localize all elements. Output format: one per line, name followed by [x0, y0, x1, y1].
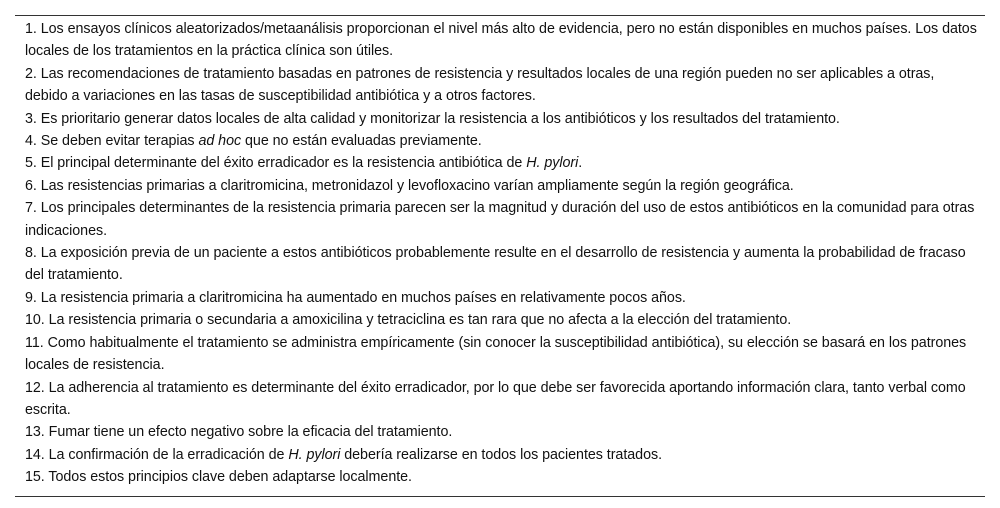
principle-4	[15, 130, 985, 152]
principle-text: 7. Los principales determinantes de la resistencia primaria parecen ser la magnitud y duración del uso de estos antibióticos en la comunidad para otras indicaciones.	[25, 200, 975, 239]
principle-text: .	[578, 155, 583, 172]
principle-2	[15, 63, 985, 108]
principle-text: 4. Se deben evitar terapias	[25, 133, 199, 150]
principle-15	[15, 466, 985, 488]
principle-italic-term: ad hoc	[198, 133, 242, 150]
principle-text: 6. Las resistencias primarias a claritromicina, metronidazol y levofloxacino varían ampliamente según la región geográfica.	[25, 177, 794, 194]
principle-text: 13. Fumar tiene un efecto negativo sobre la eficacia del tratamiento.	[25, 424, 453, 441]
principle-6	[15, 175, 985, 197]
principle-11	[15, 332, 985, 377]
principle-italic-term: H. pylori	[288, 446, 341, 463]
principle-text: 8. La exposición previa de un paciente a estos antibióticos probablemente resulte en el desarrollo de resistencia y aumenta la probabilidad de fracaso del tratamiento.	[25, 245, 966, 284]
principle-text: 1. Los ensayos clínicos aleatorizados/metaanálisis proporcionan el nivel más alto de evidencia, pero no están disponibles en muchos países. Los datos locales de los tratamientos en la práctica clínica son útiles.	[25, 21, 977, 60]
principle-text: 10. La resistencia primaria o secundaria a amoxicilina y tetraciclina es tan rara que no afecta a la elección del tratamiento.	[25, 312, 792, 329]
principle-text: que no están evaluadas previamente.	[241, 133, 482, 150]
principle-7	[15, 197, 985, 242]
principle-1	[15, 18, 985, 63]
principle-text: 14. La confirmación de la erradicación de	[25, 446, 289, 463]
principle-text: 5. El principal determinante del éxito erradicador es la resistencia antibiótica de	[25, 155, 527, 172]
principle-12	[15, 377, 985, 422]
principle-text: 12. La adherencia al tratamiento es determinante del éxito erradicador, por lo que debe ser favorecida aportando información clara, tanto verbal como escrita.	[25, 379, 966, 418]
principle-text: 2. Las recomendaciones de tratamiento basadas en patrones de resistencia y resultados locales de una región pueden no ser aplicables a otras, debido a variaciones en las tasas de susceptibilidad antibiótica y a otros factores.	[25, 65, 935, 105]
principle-10	[15, 309, 985, 331]
principle-8	[15, 242, 985, 287]
principle-14	[15, 444, 985, 466]
principle-13	[15, 421, 985, 443]
principle-text: 9. La resistencia primaria a claritromicina ha aumentado en muchos países en relativamente pocos años.	[25, 289, 686, 306]
principle-text: 15. Todos estos principios clave deben adaptarse localmente.	[25, 469, 412, 486]
principle-text: 3. Es prioritario generar datos locales de alta calidad y monitorizar la resistencia a los antibióticos y los resultados del tratamiento.	[25, 110, 840, 127]
principle-9	[15, 287, 985, 309]
principle-text: debería realizarse en todos los pacientes tratados.	[340, 446, 662, 463]
principle-3	[15, 108, 985, 130]
principle-text: 11. Como habitualmente el tratamiento se administra empíricamente (sin conocer la susceptibilidad antibiótica), su elección se basará en los patrones locales de resistencia.	[25, 334, 967, 374]
principles-table	[15, 15, 985, 497]
principle-italic-term: H. pylori	[526, 155, 579, 172]
principle-5	[15, 152, 985, 174]
